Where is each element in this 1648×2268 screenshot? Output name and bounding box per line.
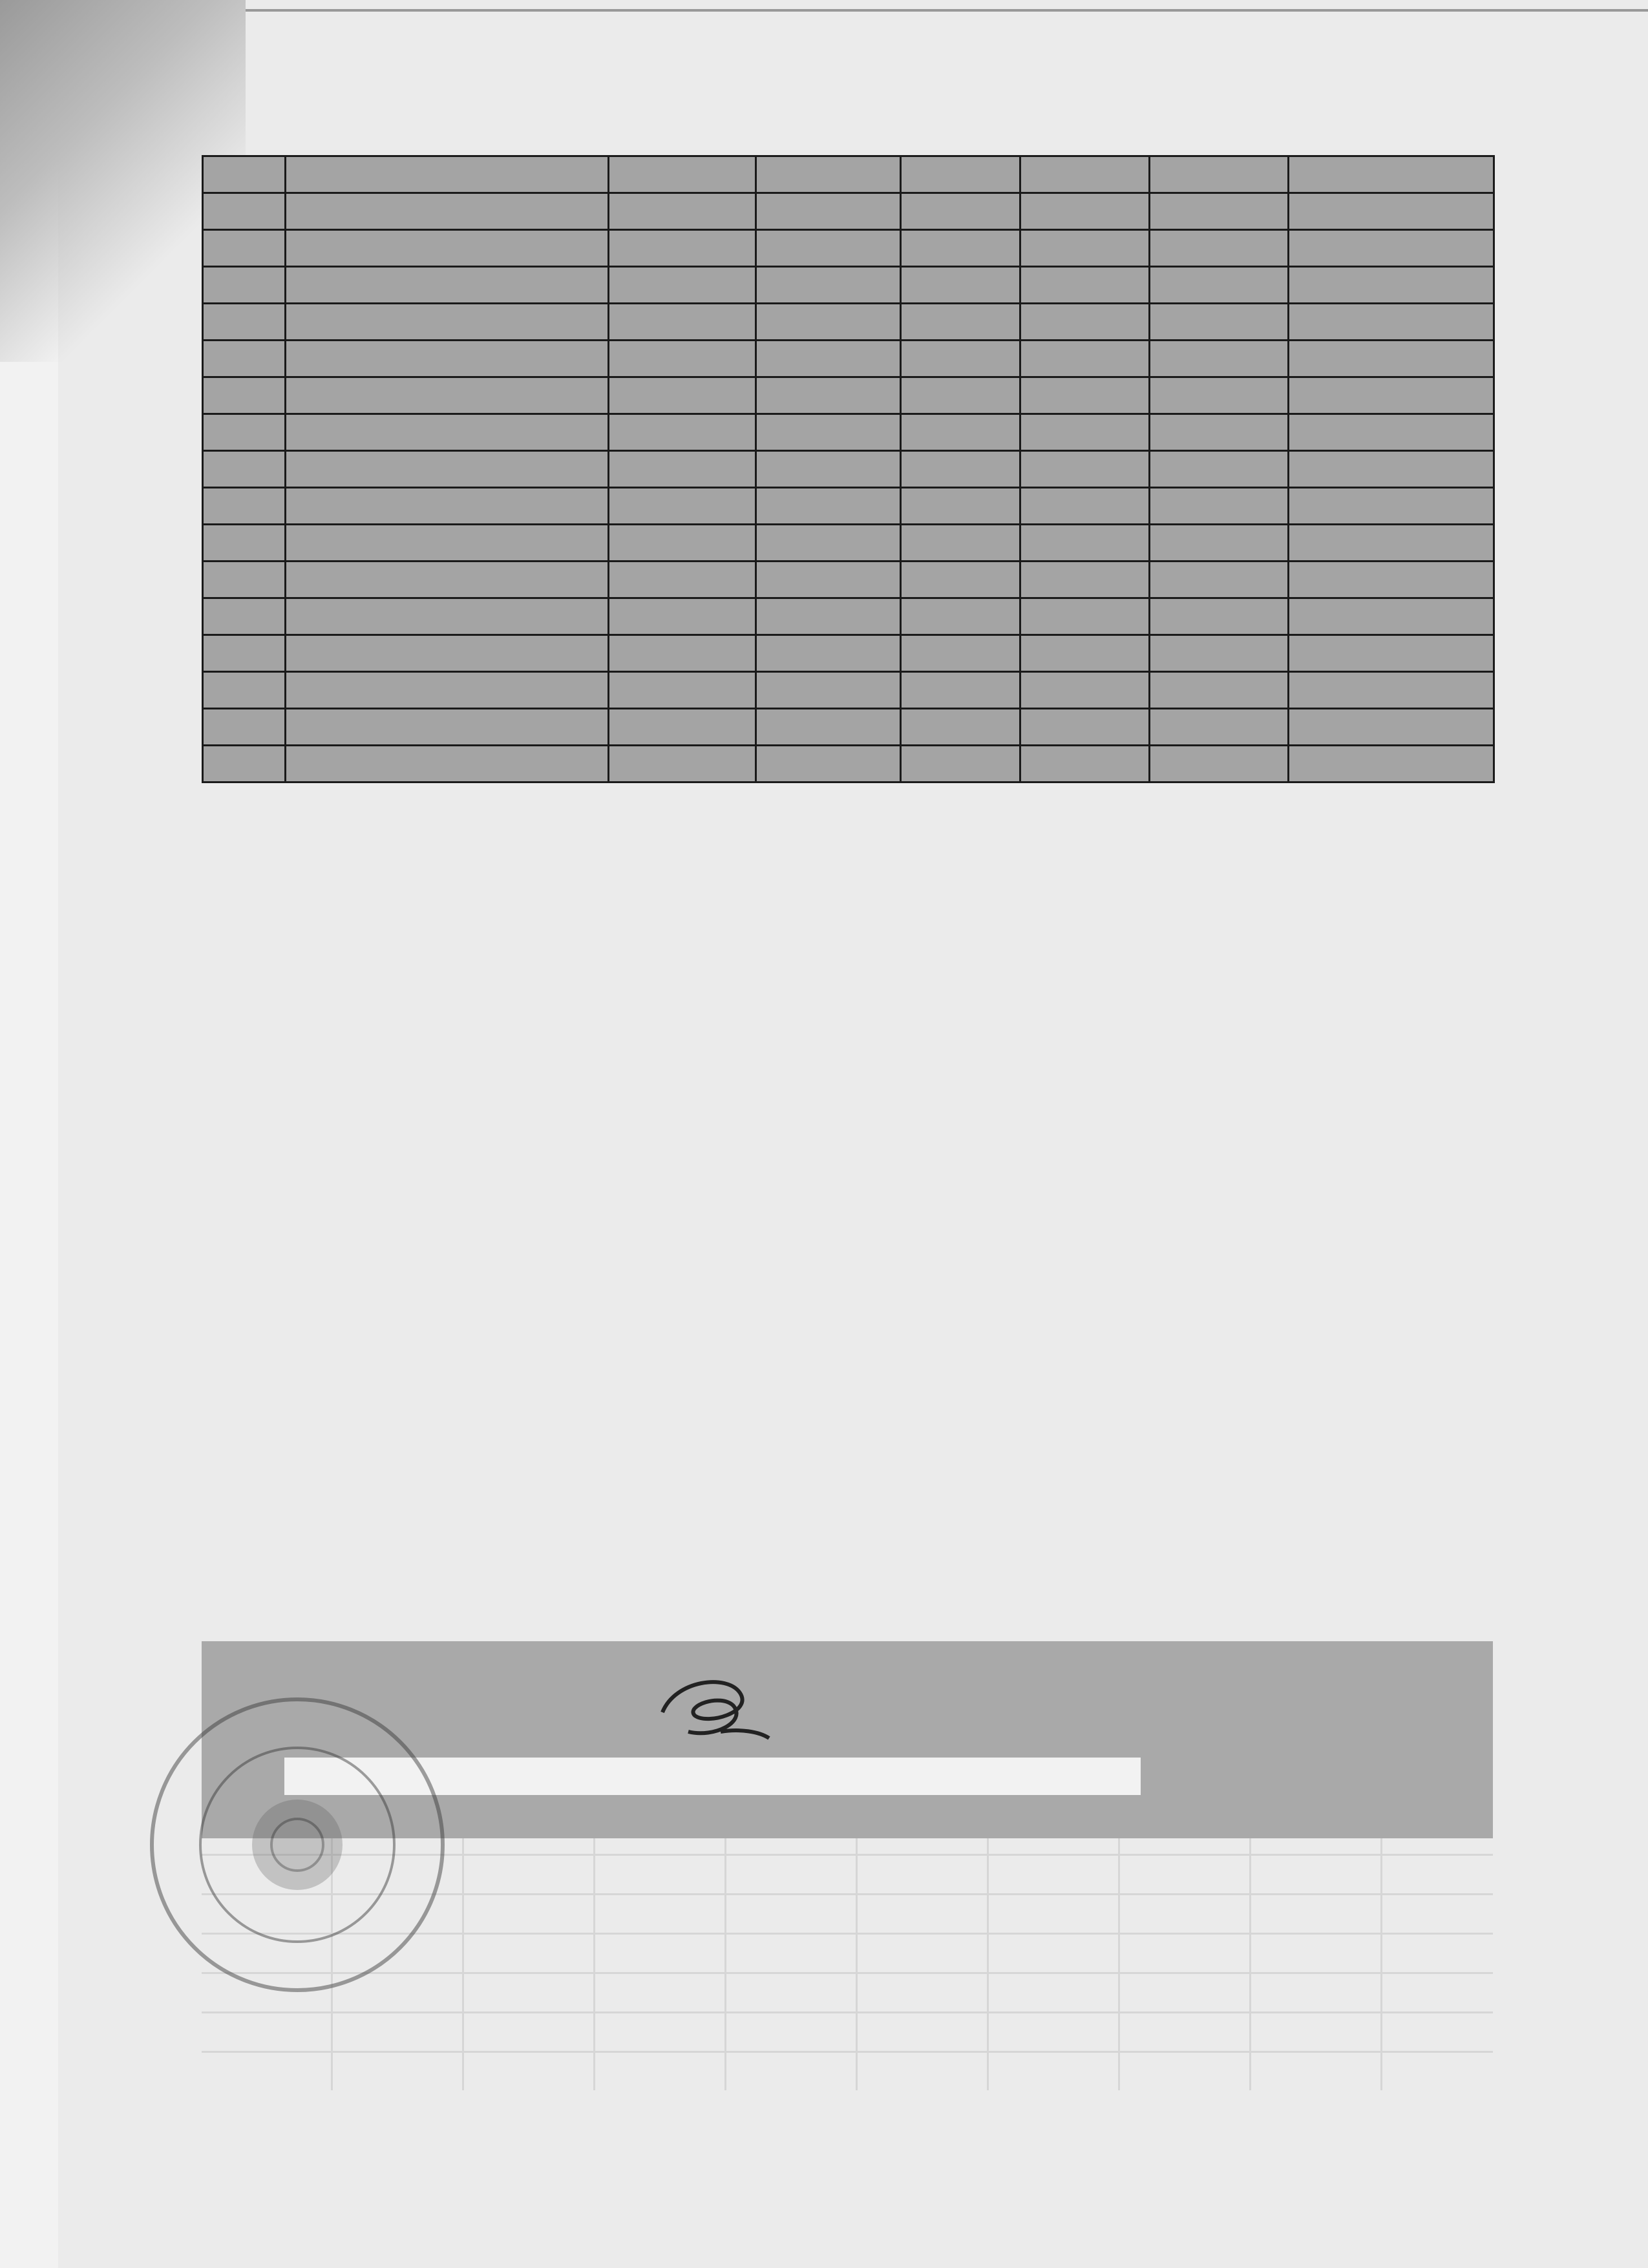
col-5-cell [1150,193,1289,230]
col-3-cell [901,672,1020,709]
item-name-cell [286,488,609,525]
empty-cell [1289,193,1494,230]
col-3-cell [901,451,1020,488]
col-1-cell [609,635,756,672]
row-number-cell [203,746,286,782]
col-3-cell [901,488,1020,525]
row-number-cell [203,341,286,377]
table-row [203,451,1494,488]
col-4-cell [1020,267,1150,304]
col-2-cell [756,341,901,377]
row-number-cell [203,377,286,414]
table-row [203,341,1494,377]
col-1-cell [609,267,756,304]
empty-cell [1289,451,1494,488]
col-1-cell [609,377,756,414]
col-1-cell [609,414,756,451]
scan-top-edge [246,9,1648,12]
table-row [203,156,1494,193]
col-3-cell [901,746,1020,782]
table-row [203,709,1494,746]
col-4-cell [1020,709,1150,746]
col-3-cell [901,414,1020,451]
col-2-cell [756,562,901,598]
col-2-cell [756,598,901,635]
col-2-cell [756,377,901,414]
row-number-cell [203,525,286,562]
row-number-cell [203,304,286,341]
col-4-cell [1020,562,1150,598]
col-4-cell [1020,488,1150,525]
col-2-cell [756,193,901,230]
row-number-cell [203,414,286,451]
col-3-cell [901,193,1020,230]
table-row [203,635,1494,672]
col-4-cell [1020,156,1150,193]
row-number-cell [203,672,286,709]
row-number-cell [203,267,286,304]
item-name-cell [286,377,609,414]
table-row [203,230,1494,267]
col-2-cell [756,267,901,304]
col-5-cell [1150,525,1289,562]
item-name-cell [286,635,609,672]
item-name-cell [286,267,609,304]
col-5-cell [1150,230,1289,267]
empty-cell [1289,598,1494,635]
col-2-cell [756,230,901,267]
col-2-cell [756,525,901,562]
row-number-cell [203,156,286,193]
table-row [203,193,1494,230]
empty-cell [1289,635,1494,672]
row-number-cell [203,193,286,230]
col-3-cell [901,709,1020,746]
col-3-cell [901,341,1020,377]
col-1-cell [609,156,756,193]
col-1-cell [609,562,756,598]
col-4-cell [1020,414,1150,451]
col-2-cell [756,414,901,451]
empty-cell [1289,488,1494,525]
table-row [203,267,1494,304]
item-name-cell [286,562,609,598]
col-5-cell [1150,341,1289,377]
empty-cell [1289,746,1494,782]
row-number-cell [203,709,286,746]
col-5-cell [1150,414,1289,451]
col-5-cell [1150,304,1289,341]
table-row [203,525,1494,562]
table-row [203,746,1494,782]
empty-cell [1289,562,1494,598]
col-2-cell [756,635,901,672]
table-row [203,304,1494,341]
col-1-cell [609,672,756,709]
row-number-cell [203,488,286,525]
col-5-cell [1150,562,1289,598]
item-name-cell [286,304,609,341]
empty-cell [1289,230,1494,267]
col-4-cell [1020,230,1150,267]
table-row [203,598,1494,635]
col-1-cell [609,709,756,746]
col-4-cell [1020,377,1150,414]
handwritten-signature [650,1667,772,1751]
col-1-cell [609,304,756,341]
col-4-cell [1020,598,1150,635]
col-4-cell [1020,635,1150,672]
col-1-cell [609,598,756,635]
col-5-cell [1150,156,1289,193]
col-3-cell [901,635,1020,672]
item-name-cell [286,451,609,488]
col-2-cell [756,488,901,525]
col-3-cell [901,267,1020,304]
item-name-cell [286,414,609,451]
empty-cell [1289,525,1494,562]
row-number-cell [203,451,286,488]
item-name-cell [286,709,609,746]
col-5-cell [1150,598,1289,635]
col-1-cell [609,230,756,267]
col-5-cell [1150,746,1289,782]
item-name-cell [286,746,609,782]
row-number-cell [203,562,286,598]
col-5-cell [1150,267,1289,304]
item-name-cell [286,193,609,230]
round-stamp [145,1693,449,1997]
item-name-cell [286,672,609,709]
col-4-cell [1020,193,1150,230]
item-name-cell [286,341,609,377]
empty-cell [1289,414,1494,451]
col-2-cell [756,304,901,341]
col-3-cell [901,525,1020,562]
empty-cell [1289,267,1494,304]
col-3-cell [901,377,1020,414]
col-2-cell [756,672,901,709]
col-1-cell [609,451,756,488]
item-name-cell [286,156,609,193]
col-4-cell [1020,304,1150,341]
row-number-cell [203,635,286,672]
col-3-cell [901,304,1020,341]
col-2-cell [756,451,901,488]
col-4-cell [1020,525,1150,562]
table-row [203,672,1494,709]
col-4-cell [1020,341,1150,377]
col-4-cell [1020,451,1150,488]
table-row [203,488,1494,525]
empty-cell [1289,709,1494,746]
col-5-cell [1150,709,1289,746]
col-3-cell [901,598,1020,635]
col-4-cell [1020,672,1150,709]
row-number-cell [203,598,286,635]
col-1-cell [609,525,756,562]
col-2-cell [756,746,901,782]
empty-cell [1289,672,1494,709]
col-5-cell [1150,377,1289,414]
col-3-cell [901,230,1020,267]
col-3-cell [901,562,1020,598]
item-name-cell [286,598,609,635]
col-2-cell [756,156,901,193]
col-5-cell [1150,451,1289,488]
col-3-cell [901,156,1020,193]
item-name-cell [286,525,609,562]
col-1-cell [609,488,756,525]
col-5-cell [1150,635,1289,672]
col-1-cell [609,746,756,782]
empty-cell [1289,304,1494,341]
empty-cell [1289,377,1494,414]
empty-cell [1289,341,1494,377]
col-5-cell [1150,672,1289,709]
table-row [203,414,1494,451]
item-name-cell [286,230,609,267]
empty-cell [1289,156,1494,193]
table-row [203,562,1494,598]
budget-table [202,155,1495,783]
col-2-cell [756,709,901,746]
col-1-cell [609,193,756,230]
row-number-cell [203,230,286,267]
col-5-cell [1150,488,1289,525]
table-row [203,377,1494,414]
col-1-cell [609,341,756,377]
col-4-cell [1020,746,1150,782]
